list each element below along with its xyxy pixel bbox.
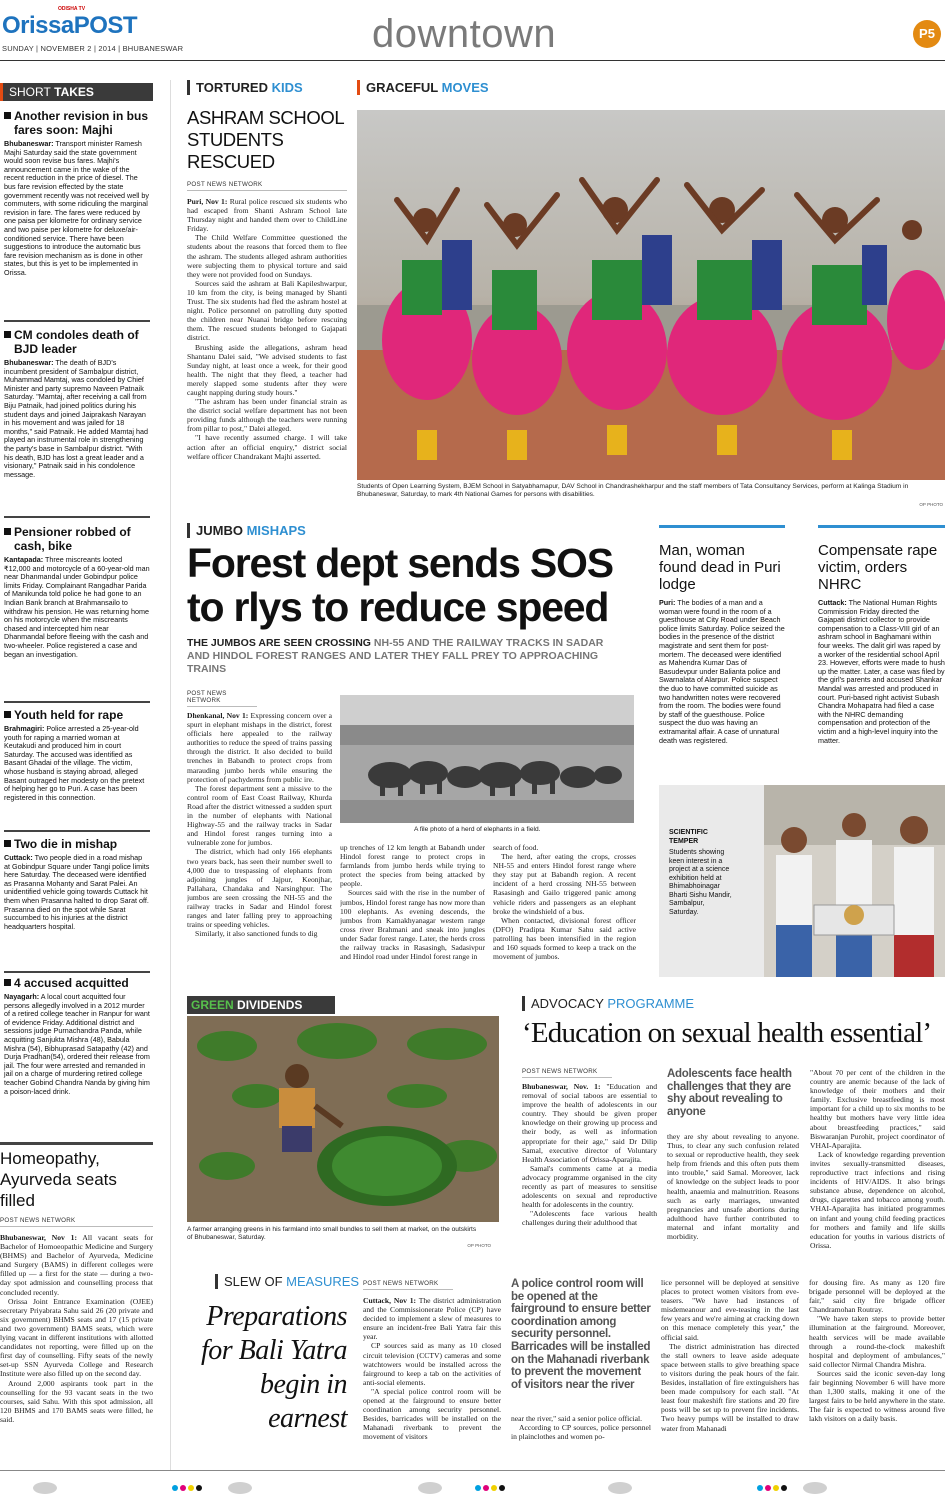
brand-small: ODISHA TV xyxy=(58,6,86,12)
short-take-text: Cuttack: Two people died in a road mishap at Gobindpur Square under Tangi police limits here Saturday. The deceased were identified as Prasanna Mohanty and Sarat Palei. An unidentified vehicle going towards Cuttack hit them when Prasanna halted to drop Sarat off. Prasanna died on the spot while Sarat succumbed to his injuries at the district headquarters hospital. xyxy=(4,853,150,931)
photo-caption: Students of Open Learning System, BJEM School in Satyabhamapur, DAV School in Chandrashekharpur and the staff members of Tata Consultancy Services, perform at Kalinga Stadium in Bhubaneswar, Saturday, to mark 4th National Games for persons with disabilities. xyxy=(357,483,909,498)
section-rule xyxy=(0,1142,153,1145)
short-take-title: Youth held for rape xyxy=(4,708,150,722)
page-number-badge xyxy=(913,20,941,48)
science-caption: Students showing keen interest in a project at a science exhibition held at Bhimabhoinagar Bharti Sishu Mandir, Sambalpur, Saturday. xyxy=(669,849,732,916)
farmer-photo xyxy=(187,1016,499,1222)
byline: POST NEWS NETWORK xyxy=(522,1068,612,1078)
advocacy-headline: ‘Education on sexual health essential’ xyxy=(522,1017,932,1049)
short-takes-header-a: SHORT xyxy=(9,85,51,99)
nhrc-story xyxy=(818,525,945,765)
short-take-item xyxy=(4,976,150,1096)
short-take-item xyxy=(4,109,150,278)
advocacy-col1: Bhubaneswar, Nov. 1: "Education and removal of social taboos are essential to improve the health of adolescents in our country. They should be given proper knowledge on their growing up process and their body, as well as information appropriate for their age," said Dr Dilip Samal, executive director of Voluntary Health Association of Orissa-Aparajita. Samal's comments came at a media advocacy programme organised in the city recently as part of measures to sensitise adolescents on sexual and reproductive health for adolescents in the country. "Adolescents face various health challenges during their adulthood that xyxy=(522,1082,657,1228)
photo-caption: A file photo of a herd of elephants in a field. xyxy=(414,826,541,833)
forest-story xyxy=(187,523,647,993)
short-take-item xyxy=(4,837,150,931)
kicker: GRACEFUL MOVES xyxy=(357,80,945,95)
short-take-text: Kantapada: Three miscreants looted ₹12,000 and motorcycle of a 60-year-old man near Dhanmandal under Gobindpur police limits Friday. Complainant Rangadhar Parida of Manikunda told police he had gone to an Indian Bank branch at Brahmansailo to withdraw his pension. He was returning home on his motorcycle when the miscreants chased and intercepted him near Dhanmandal before fleeing with the cash and two-wheeler. Police registered a case and began an investigation. xyxy=(4,555,150,659)
short-takes-header xyxy=(0,83,153,101)
short-take-item xyxy=(4,708,150,802)
masthead xyxy=(0,0,945,78)
short-take-title: CM condoles death of BJD leader xyxy=(4,328,150,356)
short-take-text: Nayagarh: A local court acquitted four persons allegedly involved in a 2012 murder of a retired college teacher in Ranpur for want of evidence Friday. Additional district and sessions judge Purnachandra Panda, while acquitting Sanjukta Mishra (48), Babula Mishra (54), Bibhuprasad Satapathy (42) and Durja Pradhan(54), ordered their release from jail. The four were arrested and remanded in jail on a charge of murdering retired college teacher Gobind Chandra Nanda by giving him a poison-laced drink. xyxy=(4,992,150,1096)
short-take-title: Pensioner robbed of cash, bike xyxy=(4,525,150,553)
photo-credit: OP PHOTO xyxy=(467,1243,491,1248)
nhrc-body: Cuttack: The National Human Rights Commission Friday directed the Gajapati district collector to provide compensation to a Class-VIII girl of an ashram school in Baghamani within four weeks. The dalit girl was raped by a worker of the residential school April 23. However, efforts were made to hush up the matter. Later, a case was filed by the girl's parents and accused Shankar Mandal was arrested and produced in court. Puri-based right activist Subash Chandra Mohapatra had filed a case with the NHRC demanding compensation and protection of the victim and a high-level inquiry into the matter. xyxy=(818,598,945,745)
science-story xyxy=(659,785,945,977)
advocacy-pullquote: Adolescents face health challenges that they are shy about revealing to anyone xyxy=(667,1068,792,1118)
homeopathy-headline: Homeopathy, Ayurveda seats filled xyxy=(0,1149,117,1210)
ashram-headline: ASHRAM SCHOOL STUDENTS RESCUED xyxy=(187,107,344,172)
advocacy-story xyxy=(522,996,945,1261)
bali-col1: Cuttack, Nov 1: The district administration and the Commissionerate Police (CP) have decided to implement a slew of measures to ensure an incident-free Bali Yatra fair this year. CP sources said as many as 10 closed circuit television (CCTV) cameras and some watchtowers would be installed across the fairground to keep a tab on the activities of anti-social elements. "A special police control room will be opened at the fairground to ensure better coordination among security personnel. Besides, barricades will be installed on the Mahanadi riverbank to prevent the movement of visitors xyxy=(363,1296,501,1442)
photo-credit: OP PHOTO xyxy=(919,502,943,507)
bali-story xyxy=(187,1274,945,1460)
kicker: TORTURED KIDS xyxy=(187,80,347,95)
footer-rule xyxy=(0,1470,945,1471)
page-number: P5 xyxy=(919,26,935,41)
print-registration-strip xyxy=(0,1476,945,1498)
science-label: SCIENTIFIC TEMPER xyxy=(669,829,708,845)
photo-caption: A farmer arranging greens in his farmland into small bundles to sell them at market, on the outskirts of Bhubaneswar, Saturday. xyxy=(187,1226,477,1241)
advocacy-col3: "About 70 per cent of the children in the country are anemic because of the lack of knowledge of their mothers and their family. Exclusive breastfeeding is most important for a child up to six months to be healthy but mothers have very little idea about breastfeeding practices," said Biswaranjan Purohit, project coordinator of VHAI-Aparajita. Lack of knowledge regarding prevention invites sexually-transmitted diseases, reproductive tract infections and rising incidents of HIV/AIDS. It also brings substance abuse, dependence on alcohol, drugs, cigarettes and tobacco among youth. VHAI-Aparajita has initiated programmes on infant and young child feeding practices for mothers and family and life skills education for youths in various districts of Orissa. xyxy=(810,1068,945,1250)
registration-marks xyxy=(180,66,780,74)
byline: POST NEWS NETWORK xyxy=(363,1280,453,1290)
ashram-body: Puri, Nov 1: Rural police rescued six students who had escaped from Shanti Ashram School late Thursday night and handed them over to ChildLine Friday. The Child Welfare Committee questioned the students about the reasons that forced them to flee the ashram. The students alleged ashram authorities were subjecting them to physical torture and said they were not provided food on Sundays. Sources said the ashram at Bali Kapileshwarpur, 10 km from the city, is being managed by Shanti Trust. The six students had fled the ashram hostel at night. Police personnel on patrolling duty spotted the children near Nuanai bridge before rescuing them. The rescued students belonged to Gajapati district. Brushing aside the allegations, ashram head Shantanu Dalei said, "We advised students to fast Sunday night, at least once a week, for their good health. The night that they fleed, a teacher had merely slapped some students after they were caught napping during study hours." "The ashram has been under financial strain as the district social welfare department has not been providing funds although the teachers were running from pillar to post," Dalei alleged. "I have recently assumed charge. I will take action after an official enquiry," district social welfare officer Chandrakant Majhi asserted. xyxy=(187,197,347,461)
graceful-story xyxy=(357,80,945,510)
short-take-title: 4 accused acquitted xyxy=(4,976,150,990)
kicker: GREEN DIVIDENDS xyxy=(187,996,335,1014)
divider xyxy=(4,320,150,322)
bali-col4: for dousing fire. As many as 120 fire brigade personnel will be deployed at the fair," said city fire brigade officer Chandramohan Routray. "We have taken steps to provide better illumination at the fairground. Moreover, health services will be made available through a round-the-clock makeshift hospital and deployment of ambulances," said collector Nirmal Chandra Mishra. Sources said the iconic seven-day long fair beginning November 6 will have more than 1,300 stalls, making it one of the largest fairs to be held anywhere in the state. The fair is expected to witness around five lakh visitors on a daily basis. xyxy=(809,1278,945,1424)
puri-body: Puri: The bodies of a man and a woman were found in the room of a guesthouse at City Road under Beach police limits Saturday. Police seized the bodies in the presence of the district magistrate and sent them for post-mortem. The deceased were identified as Mahendra Kumar Das of Basudevpur under Balianta police and Swarnalata of Alarpur. Police suspect the duo to have committed suicide as two handwritten notes were recovered from the room. The bodies were found by staff of the guesthouse. Police suspect the duo was having an extramarital affair. A case of unnatural death was registered. xyxy=(659,598,785,745)
byline: POST NEWS NETWORK xyxy=(187,181,347,191)
forest-deck: THE JUMBOS ARE SEEN CROSSING NH-55 AND THE RAILWAY TRACKS IN SADAR AND HINDOL FOREST RANGES AND LATER THEY FALL PREY TO APPROACHING TRAINS xyxy=(187,637,604,675)
short-take-text: Bhubaneswar: The death of BJD's incumbent president of Sambalpur district, Muhammad Mamtaj, was condoled by Chief Minister and party supremo Naveen Patnaik Saturday. "Mamtaj, after receiving a call from Biju Patnaik, had joined politics during his student days and joined Jaiprakash Narayan in his movement and was jailed for 18 months," said Patnaik. He added Mamtaj had played an instrumental role in strengthening the party's base in Sambalpur district. "With his death, BJD has lost a great leader and a visionary," Patnaik said in his condolence message. xyxy=(4,358,148,479)
nhrc-headline: Compensate rape victim, orders NHRC xyxy=(818,542,938,593)
kicker: SLEW OF MEASURES xyxy=(215,1274,945,1289)
elephants-photo xyxy=(340,695,634,823)
dancers-photo xyxy=(357,110,945,480)
green-story xyxy=(187,996,499,1254)
bali-col3: lice personnel will be deployed at sensitive places to protect women visitors from eve-teasers. "We have had instances of misdemeanour and eve-teasing in the last few years and we're aiming at cracking down on this menace completely this year," the official said. The district administration has directed the stall owners to leave aside adequate space between stalls to give breathing space to visitors during the peak hours of the fair. Besides, installation of fire extinguishers has been made compulsory for each stall. "At least four makeshift fire stations and 20 fire posts will be set up to prevent fire incidents. Two heavy pumps will be installed to draw water from Mahanadi xyxy=(661,1278,799,1433)
short-takes-header-b: TAKES xyxy=(54,85,94,99)
short-take-item xyxy=(4,525,150,659)
divider xyxy=(4,971,150,973)
divider xyxy=(4,701,150,703)
brand-logo: OrissaPOST xyxy=(2,12,138,39)
science-photo xyxy=(764,785,945,977)
homeopathy-body: Bhubaneswar, Nov 1: All vacant seats for Bachelor of Homoeopathic Medicine and Surgery (BHMS) and Bachelor of Ayurveda, Medicine and Surgery (BAMS) in different colleges were filled up — a first for the state — during a two-day spot admission and counselling process that concluded recently. Orissa Joint Entrance Examination (OJEE) secretary Priyabrata Sahu said 26 (20 private and six government) BHMS seats and 17 (15 private and two government) BAMS seats, which were lying vacant in different institutions with allotted candidates not reporting, were filled up on the first day of counselling. Fifty seats of the newly set-up SSN Ayurveda College and Research Institute were also filled up on the second day. Around 2,000 aspirants took part in the counselling for the 93 vacant seats in the two courses, said Sahu. With this spot admission, all 120 BHMS and 170 BAMS seats were filled, he said. xyxy=(0,1233,153,1424)
puri-headline: Man, woman found dead in Puri lodge xyxy=(659,542,781,593)
short-take-item xyxy=(4,328,150,479)
short-take-text: Brahmagiri: Police arrested a 25-year-old youth for raping a married woman at Keutakudi and produced him in court Saturday. The accused was identified as Basant Ghadai of the village. The victim, whose husband is staying abroad, alleged Basant outraged her modesty on the pretext of helping her go to Puri. A case has been registered in this connection. xyxy=(4,724,145,802)
ashram-story xyxy=(187,80,347,510)
forest-col2: up trenches of 12 km length at Babandh under Hindol forest range to protect crops in farmlands from jumbo herds while trying to protect the species from being attacked by people. Sources said with the rise in the number of jumbos, Hindol forest range has now more than 100 elephants. As evening descends, the jumbos from Kamakhyanagar western range cross river Brahmani and sneak into jungles under Sadar forest range. Later, the herds cross the railway tracks in Rasasingh, Sadasivpur and Hindol road under Hindol forest range in xyxy=(340,843,485,962)
kicker: ADVOCACY PROGRAMME xyxy=(522,996,945,1011)
section-title: downtown xyxy=(372,12,557,56)
short-take-title: Another revision in bus fares soon: Majhi xyxy=(4,109,150,137)
puri-lodge-story xyxy=(659,525,785,765)
masthead-dateline: SUNDAY | NOVEMBER 2 | 2014 | BHUBANESWAR xyxy=(2,44,184,53)
forest-col3: search of food. The herd, after eating the crops, crosses NH-55 and enters Hindol forest range where they stay put at Babandh region. A recent incident of a herd crossing NH-55 between Rasasingh and Gailo triggered panic among vehicle riders and passengers as an elephant broke the windshield of a bus. When contacted, divisional forest officer (DFO) Pradipta Kumar Sahu said active patrolling has been intensified in the region and 160 squads formed to keep a track on the movement of jumbos. xyxy=(493,843,636,962)
column-rule xyxy=(170,80,171,1470)
advocacy-col2: they are shy about revealing to anyone. Thus, to clear any such confusion related to sexual or reproductive health, they seek help from friends and this often puts them into trouble," said Samal. Moreover, lack of knowledge on the subject leads to poor health, anaemia and malnutrition. Reasons such as early marriages, unwanted pregnancies and unsafe abortions during adulthood have further contributed to maternal and infant mortality and morbidity. xyxy=(667,1132,799,1242)
homeopathy-story xyxy=(0,1148,153,1448)
bali-pullquote: A police control room will be opened at the fairground to ensure better coordination among security personnel. Barricades will be installed on the Mahanadi riverbank to prevent the movement of visitors near the river xyxy=(511,1278,651,1391)
masthead-rule xyxy=(0,60,945,61)
byline: POST NEWS NETWORK xyxy=(187,690,257,707)
byline: POST NEWS NETWORK xyxy=(0,1217,153,1227)
short-take-title: Two die in mishap xyxy=(4,837,150,851)
short-take-text: Bhubaneswar: Transport minister Ramesh Majhi Saturday said the state government would soon revise bus fares. Majhi's announcement came in the wake of the recent reduction in the price of diesel. The bus fare revision effected by the state government recently was not received well by commuters, with some ridiculing the marginal revision in fare. The fares were reduced by one paisa per kilometre for ordinary service and two paise per kilometre for deluxe/air-conditioned service. There have been suggestions to introduce the automatic bus fare revision mechanism as is done in other states, but this is yet to be implemented in Orissa. xyxy=(4,139,150,277)
bali-headline: Preparations for Bali Yatra begin in earnest xyxy=(200,1301,347,1434)
bali-col2: near the river," said a senior police official. According to CP sources, police personnel in plainclothes and women po- xyxy=(511,1414,651,1442)
divider xyxy=(4,830,150,832)
divider xyxy=(4,516,150,518)
forest-col1: Dhenkanal, Nov 1: Expressing concern over a spurt in elephant mishaps in the district, forest officials here appealed to the railway authorities to reduce the speed of trains passing through the district. It also decided to build trenches in Babandh to protect crops from marauding jumbo herds while ensuring the protection of pachyderms from public ire. The forest department sent a missive to the control room of East Coast Railway, Khurda Road after the district witnessed a sudden spurt in the number of elephants with National Highway-55 and the railway tracks in Sadar and Hindol forest ranges turning into a vulnerable zone for jumbos. The district, which had only 166 elephants two years back, has seen their number swell to 4,000 due to trespassing of elephants from adjoining jungles of Jajpur, Keonjhar, Pallahara, Chandaka and Narsinghpur. The jumbos are seen crossing the NH-55 and the railway tracks in Sadar and Hindol forest ranges and later falling prey to approaching trains or speeding vehicles. Similarly, it also sanctioned funds to dig xyxy=(187,711,332,939)
kicker: JUMBO MISHAPS xyxy=(187,523,647,538)
forest-headline: Forest dept sends SOS to rlys to reduce speed xyxy=(187,540,613,630)
